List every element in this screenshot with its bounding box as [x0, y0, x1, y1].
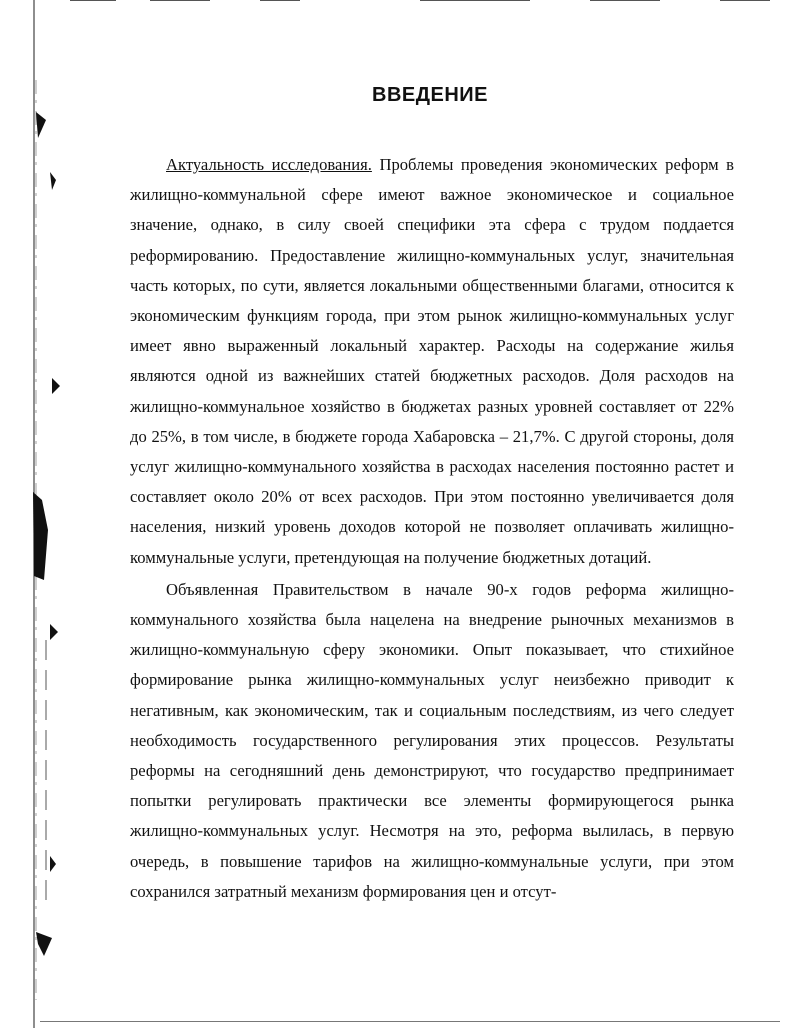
relevance-heading: Актуальность исследования.	[166, 155, 372, 174]
page-title: ВВЕДЕНИЕ	[372, 84, 488, 106]
paragraph	[130, 150, 734, 573]
binding-margin-marks	[30, 0, 70, 1028]
scan-edge-top	[0, 0, 798, 2]
paragraph-text: Проблемы проведения экономических реформ в жилищно-коммунальной сфере имеют важное экономическое и социальное значение, однако, в силу своей специфики эта сфера с трудом поддается реформированию. Предоставление жилищно-коммунальных услуг, значительная часть которых, по сути, является локальными общественными благами, относится к экономическим функциям города, при этом рынок жилищно-коммунальных услуг имеет явно выраженный локальный характер. Расходы на содержание жилья являются одной из важнейших статей бюджетных расходов. Доля расходов на жилищно-коммунальное хозяйство в бюджетах разных уровней составляет от 22% до 25%, в том числе, в бюджете города Хабаровска – 21,7%. С другой стороны, доля услуг жилищно-коммунального хозяйства в расходах населения постоянно растет и составляет около 20% от всех расходов. При этом постоянно увеличивается доля населения, низкий уровень доходов которой не позволяет оплачивать жилищно-коммунальные услуги, претендующая на получение бюджетных дотаций.	[130, 155, 734, 567]
document-body	[130, 150, 734, 907]
paragraph-text: Объявленная Правительством в начале 90-х годов реформа жилищно-коммунального хозяйства была нацелена на внедрение рыночных механизмов в жилищно-коммунальную сферу экономики. Опыт показывает, что стихийное формирование рынка жилищно-коммунальных услуг неизбежно приводит к негативным, как экономическим, так и социальным последствиям, из чего следует необходимость государственного регулирования этих процессов. Результаты реформы на сегодняшний день демонстрируют, что государство предпринимает попытки регулировать практически все элементы формирующегося рынка жилищно-коммунальных услуг. Несмотря на это, реформа вылилась, в первую очередь, в повышение тарифов на жилищно-коммунальные услуги, при этом сохранился затратный механизм формирования цен и отсут-	[130, 579, 734, 901]
paragraph	[130, 575, 734, 907]
scan-edge-bottom	[40, 1021, 780, 1022]
